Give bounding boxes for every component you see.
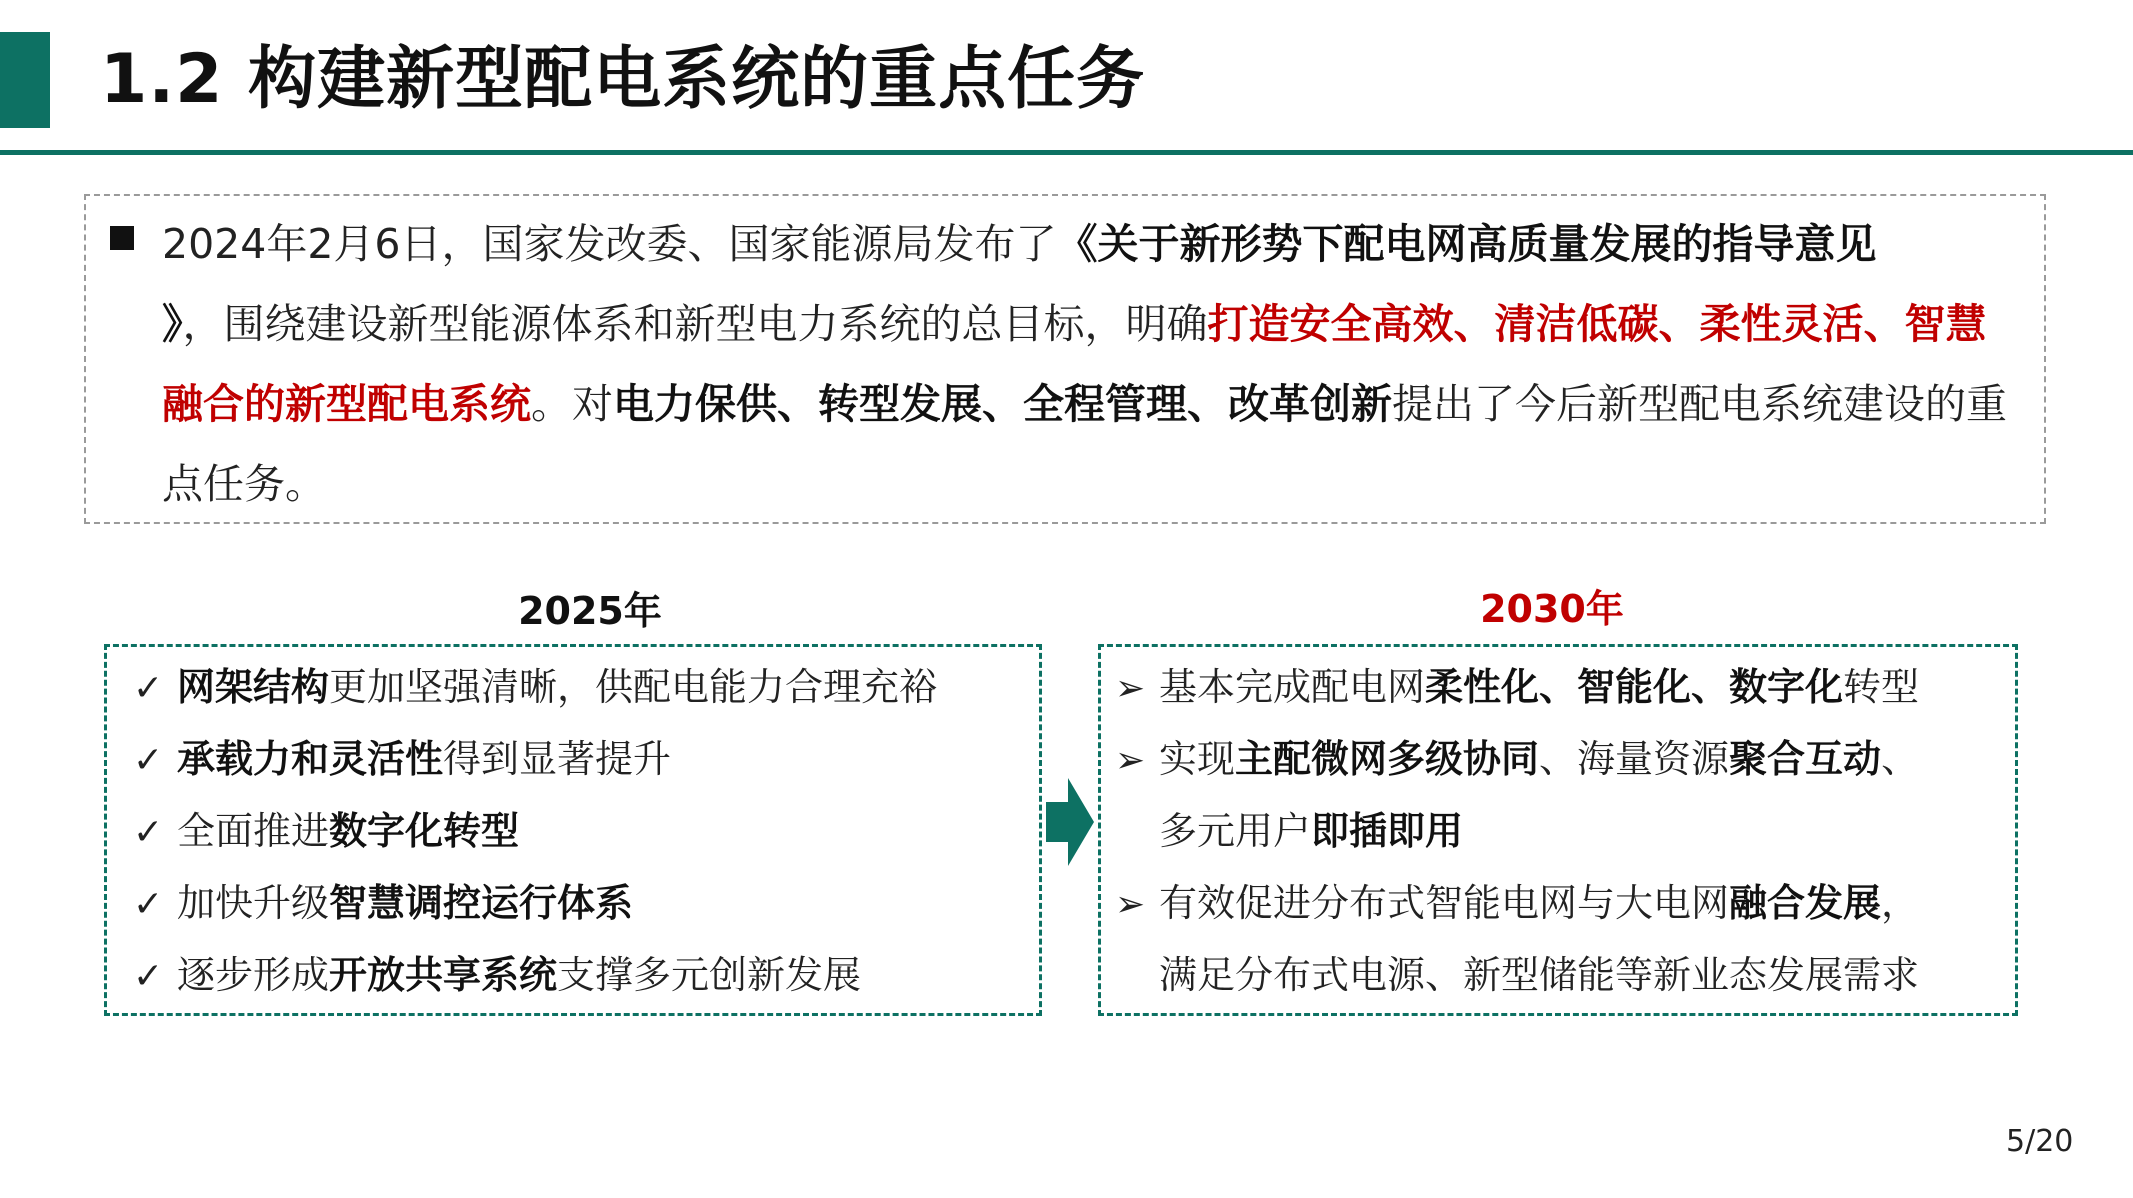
list-item	[133, 795, 519, 869]
plan-2025-box	[104, 644, 1042, 1016]
page-number: 5/20	[2006, 1124, 2074, 1159]
intro-text-2: ，围绕建设新型能源体系和新型电力系统的总目标，明确	[182, 300, 1208, 348]
check-icon: ✓	[133, 884, 164, 925]
intro-text-1: 2024年2月6日，国家发改委、国家能源局发布了	[162, 220, 1057, 268]
item-text: 得到显著提升	[443, 737, 672, 781]
item-text: 更加坚强清晰，供配电能力合理充裕	[329, 665, 938, 709]
year-2030-label: 2030年	[1480, 587, 1624, 631]
intro-text-4: 提出了今后新型配电系统建设的重点任务。	[162, 380, 2007, 508]
item-text: 支撑多元创新发展	[557, 953, 862, 997]
check-icon: ✓	[133, 812, 164, 853]
item-bold: 融合发展	[1729, 881, 1882, 925]
item-text: 逐步形成	[177, 953, 330, 997]
list-item	[133, 867, 633, 941]
page-title: 1.2 构建新型配电系统的重点任务	[100, 40, 1146, 119]
item-text: ，	[1881, 881, 1920, 925]
item-text: 实现	[1159, 737, 1236, 781]
year-2025-label: 2025年	[518, 589, 662, 633]
item-text: 全面推进	[177, 809, 330, 853]
check-icon: ✓	[133, 956, 164, 997]
list-item	[1115, 867, 1919, 941]
item-bold: 承载力和灵活性	[177, 737, 444, 781]
right-arrow-icon	[1046, 778, 1094, 866]
list-item	[133, 723, 671, 797]
check-icon: ✓	[133, 668, 164, 709]
title-accent-bar	[0, 32, 50, 128]
item-text: 加快升级	[177, 881, 330, 925]
intro-bold-tasks: 电力保供、转型发展、全程管理、改革创新	[613, 380, 1392, 428]
item-text: 满足分布式电源、新型储能等新业态发展需求	[1159, 953, 1920, 997]
item-bold: 主配微网多级协同	[1235, 737, 1540, 781]
item-bold: 聚合互动	[1729, 737, 1882, 781]
list-item	[1159, 795, 1463, 867]
item-text: 多元用户	[1159, 809, 1312, 853]
item-text: 基本完成配电网	[1159, 665, 1426, 709]
list-item	[1115, 723, 1919, 797]
intro-box	[84, 194, 2046, 524]
list-item	[1159, 939, 1919, 1011]
arrow-bullet-icon: ➢	[1115, 884, 1146, 925]
item-text: 转型	[1843, 665, 1920, 709]
item-bold: 网架结构	[177, 665, 330, 709]
list-item	[133, 939, 861, 1013]
item-bold: 即插即用	[1311, 809, 1464, 853]
list-item	[133, 651, 937, 725]
square-bullet-icon	[110, 226, 134, 250]
plan-2030-box	[1098, 644, 2018, 1016]
item-bold: 数字化转型	[329, 809, 520, 853]
intro-text-3: 。对	[531, 380, 613, 428]
item-text: 、海量资源	[1539, 737, 1730, 781]
intro-doc-close: 》	[162, 300, 183, 348]
check-icon: ✓	[133, 740, 164, 781]
item-bold: 智慧调控运行体系	[329, 881, 634, 925]
intro-paragraph	[162, 204, 2022, 524]
item-text: 、	[1881, 737, 1920, 781]
arrow-bullet-icon: ➢	[1115, 740, 1146, 781]
intro-doc-title: 《关于新形势下配电网高质量发展的指导意见	[1056, 220, 1877, 268]
arrow-bullet-icon: ➢	[1115, 668, 1146, 709]
item-text: 有效促进分布式智能电网与大电网	[1159, 881, 1730, 925]
item-bold: 柔性化、智能化、数字化	[1425, 665, 1844, 709]
item-bold: 开放共享系统	[329, 953, 558, 997]
intro-highlight: 打造安全高效、清洁低碳、柔性灵活、智慧融合的新型配电系统	[162, 300, 1987, 428]
list-item	[1115, 651, 1919, 725]
title-divider	[0, 150, 2133, 155]
